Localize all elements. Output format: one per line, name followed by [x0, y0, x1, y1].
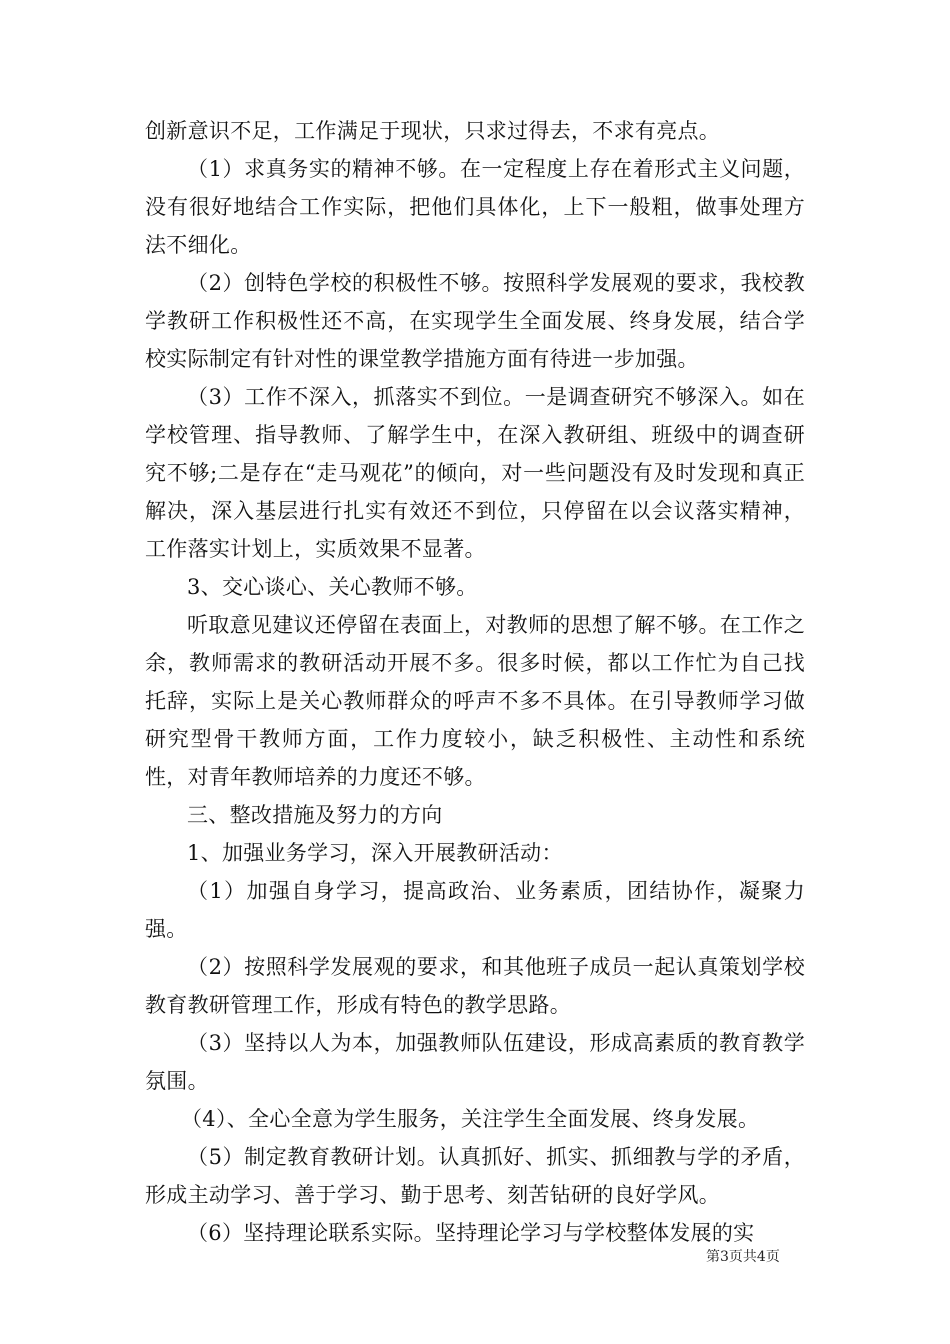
section-heading-3: 3、交心谈心、关心教师不够。: [187, 575, 478, 599]
section-heading-measures: 三、整改措施及努力的方向: [187, 803, 443, 827]
paragraph-1: （1）求真务实的精神不够。在一定程度上存在着形式主义问题，没有很好地结合工作实际，把他们具体化，上下一般粗，做事处理方法不细化。: [145, 157, 805, 257]
paragraph-3: （3）工作不深入，抓落实不到位。一是调查研究不够深入。如在学校管理、指导教师、了解学生中，在深入教研组、班级中的调查研究不够;二是存在“走马观花”的倾向，对一些问题没有及时发现和真正解决，深入基层进行扎实有效还不到位，只停留在以会议落实精神，工作落实计划上，实质效果不显著。: [145, 385, 805, 561]
subsection-heading-1: 1、加强业务学习，深入开展教研活动：: [187, 841, 563, 865]
paragraph-2: （2）创特色学校的积极性不够。按照科学发展观的要求，我校教学教研工作积极性还不高，在实现学生全面发展、终身发展，结合学校实际制定有针对性的课堂教学措施方面有待进一步加强。: [145, 271, 805, 371]
paragraph-12: （5）制定教育教研计划。认真抓好、抓实、抓细教与学的矛盾，形成主动学习、善于学习、勤于思考、刻苦钻研的良好学风。: [145, 1145, 805, 1207]
paragraph-5: 听取意见建议还停留在表面上，对教师的思想了解不够。在工作之余，教师需求的教研活动开展不多。很多时候，都以工作忙为自己找托辞，实际上是关心教师群众的呼声不多不具体。在引导教师学习做研究型骨干教师方面，工作力度较小，缺乏积极性、主动性和系统性，对青年教师培养的力度还不够。: [145, 613, 805, 789]
paragraph-13: （6）坚持理论联系实际。坚持理论学习与学校整体发展的实: [187, 1221, 755, 1245]
paragraph-0: 创新意识不足，工作满足于现状，只求过得去，不求有亮点。: [145, 119, 721, 143]
paragraph-9: （2）按照科学发展观的要求，和其他班子成员一起认真策划学校教育教研管理工作，形成有特色的教学思路。: [145, 955, 805, 1017]
page-number-footer: 第3页共4页: [706, 1249, 780, 1265]
paragraph-11: （4）、全心全意为学生服务，关注学生全面发展、终身发展。: [181, 1107, 760, 1131]
paragraph-10: （3）坚持以人为本，加强教师队伍建设，形成高素质的教育教学氛围。: [145, 1031, 805, 1093]
document-body: [145, 112, 805, 1252]
paragraph-8: （1）加强自身学习，提高政治、业务素质，团结协作，凝聚力强。: [145, 879, 805, 941]
